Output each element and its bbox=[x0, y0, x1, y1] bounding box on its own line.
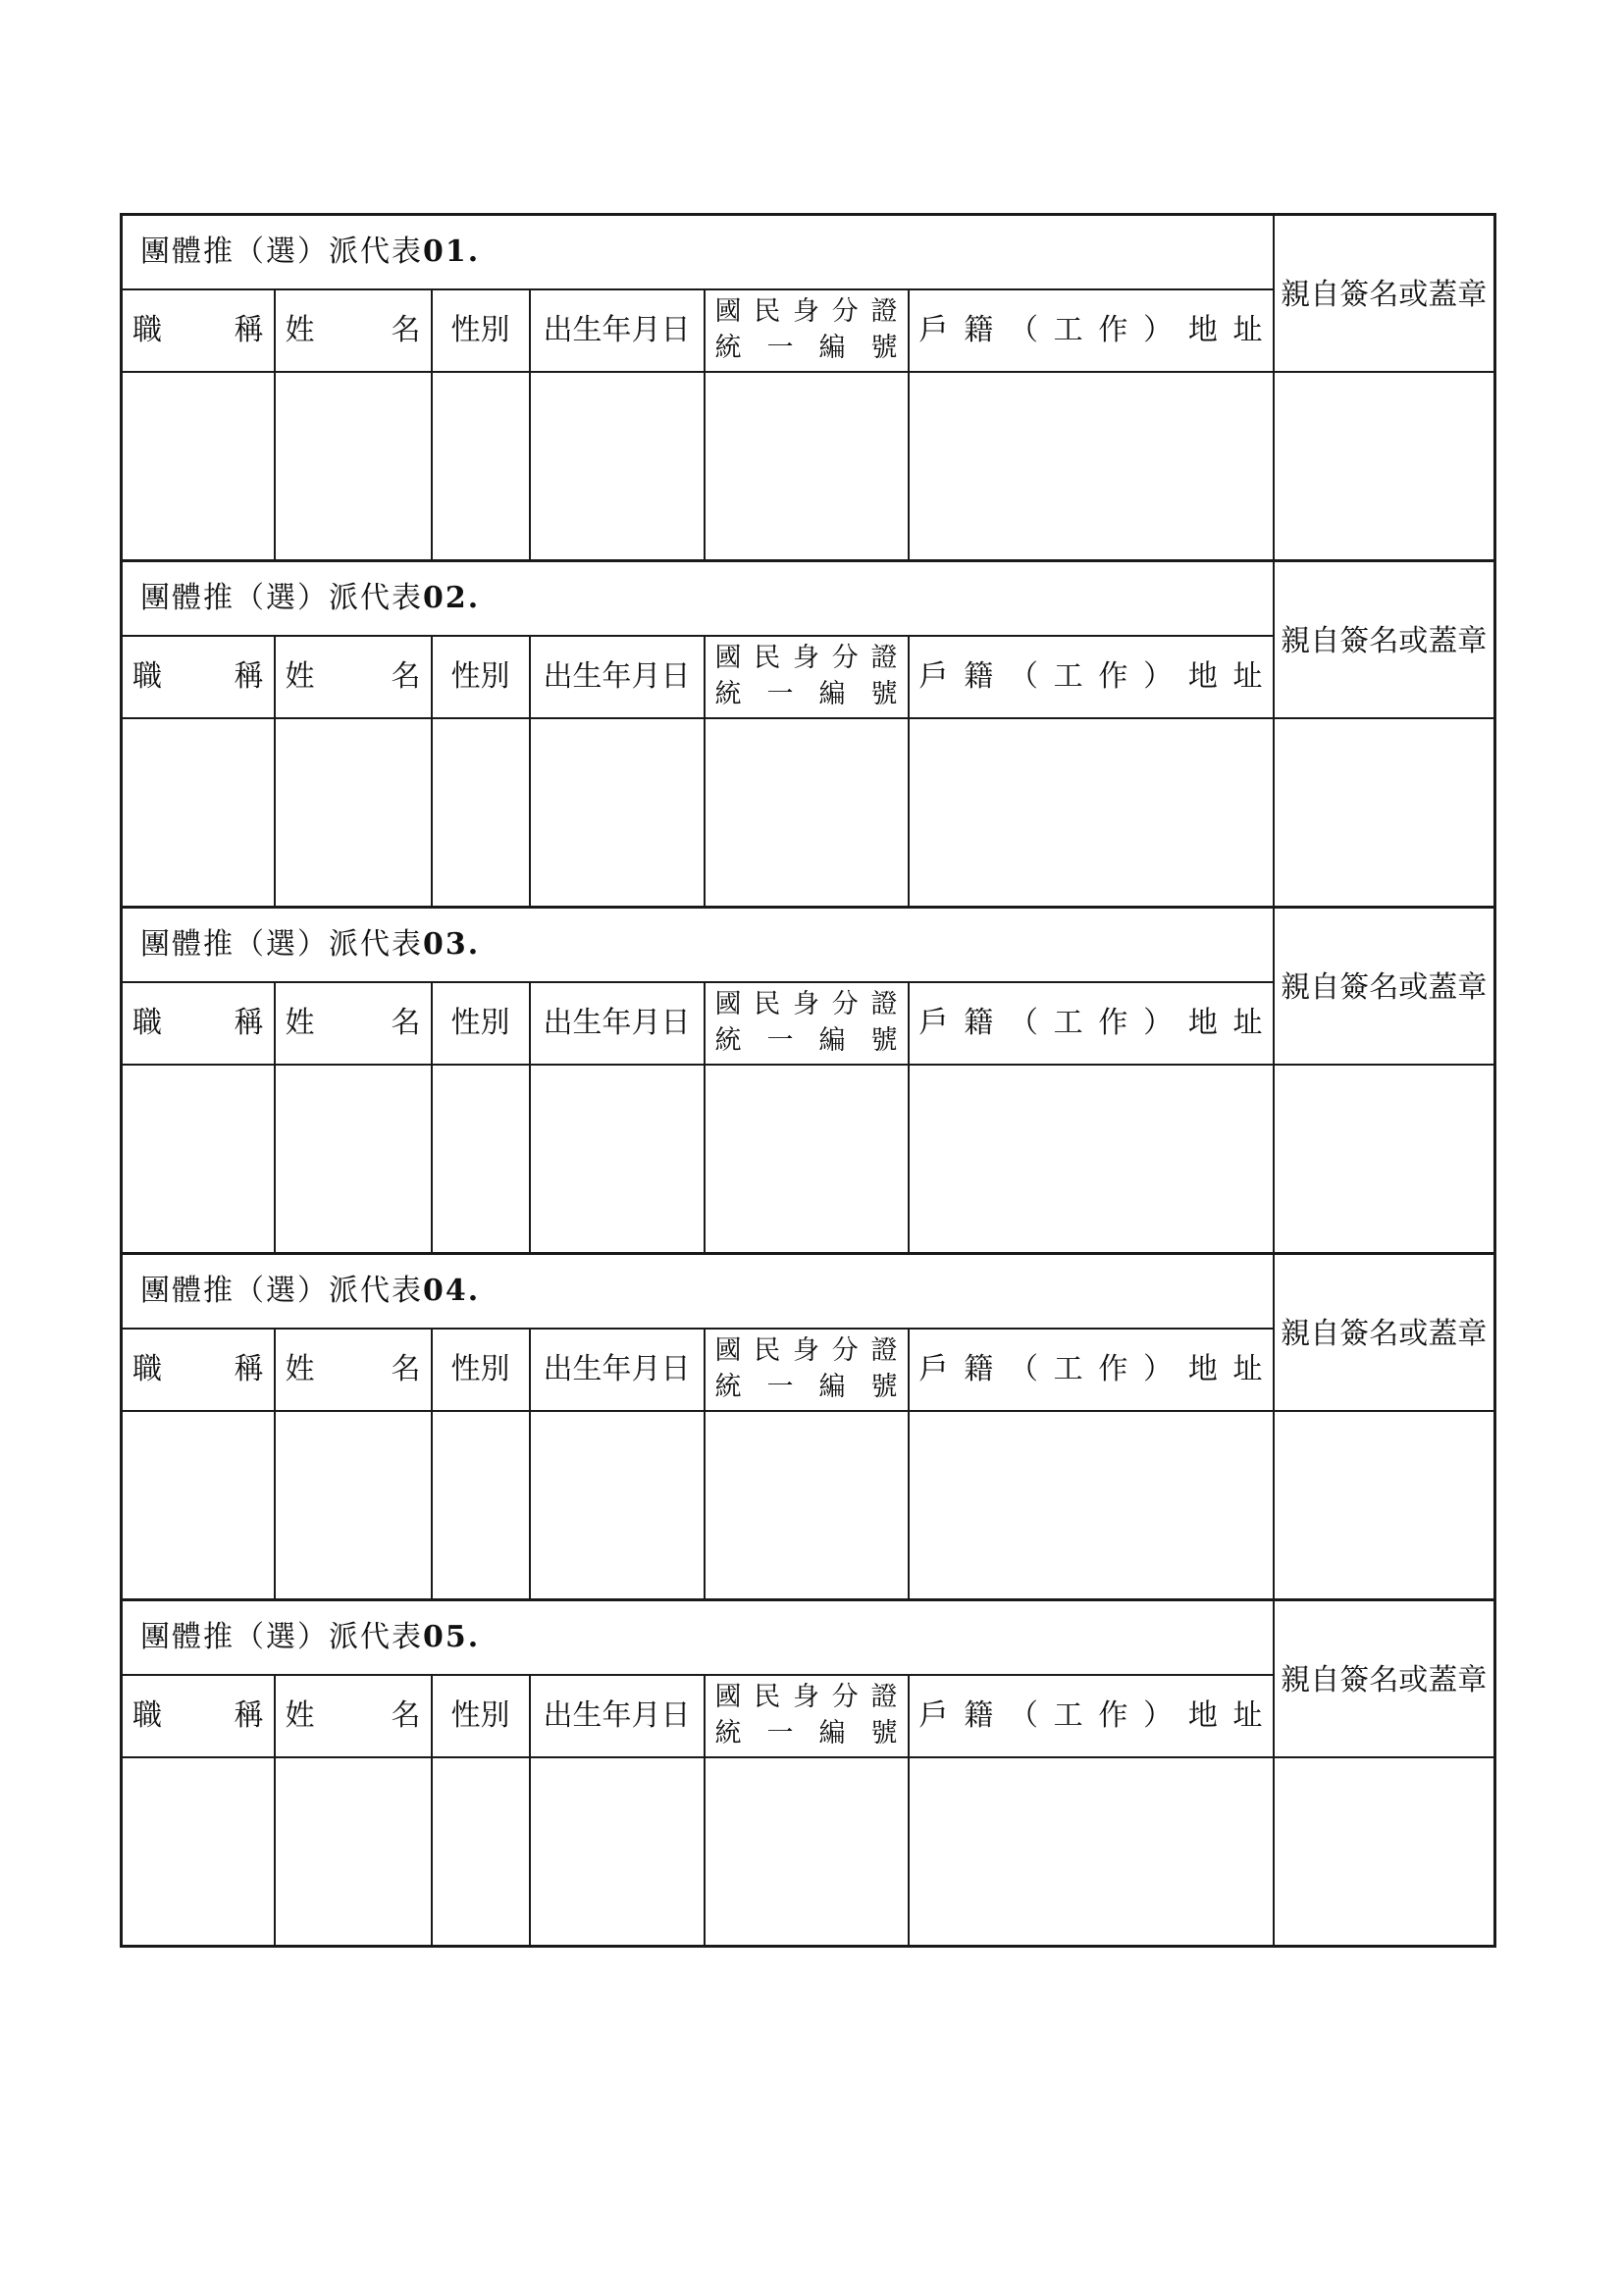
header-title-b: 稱 bbox=[234, 312, 264, 347]
input-signature[interactable] bbox=[1274, 1757, 1495, 1947]
input-gender[interactable] bbox=[432, 372, 530, 561]
header-address-char: 戶 bbox=[918, 1005, 949, 1040]
representative-block bbox=[120, 906, 1493, 1252]
header-address bbox=[909, 1329, 1274, 1411]
header-id-char: 身 bbox=[793, 296, 819, 328]
input-signature[interactable] bbox=[1274, 1065, 1495, 1254]
input-address[interactable] bbox=[909, 1065, 1274, 1254]
header-address-char: 戶 bbox=[918, 1351, 949, 1386]
header-id-char: 號 bbox=[870, 1024, 898, 1056]
header-id-char: 號 bbox=[870, 1717, 898, 1748]
representative-table bbox=[120, 906, 1496, 1255]
header-id bbox=[705, 1675, 909, 1757]
header-id-char: 分 bbox=[831, 643, 859, 674]
header-address bbox=[909, 636, 1274, 718]
input-gender[interactable] bbox=[432, 1411, 530, 1600]
input-name[interactable] bbox=[275, 1411, 432, 1600]
header-address-char: 作 bbox=[1098, 1005, 1128, 1040]
header-id-char: 民 bbox=[754, 1335, 781, 1367]
header-address bbox=[909, 1675, 1274, 1757]
header-address-char: （ bbox=[1008, 1351, 1038, 1386]
header-name-a: 姓 bbox=[285, 1351, 315, 1386]
header-id-char: 一 bbox=[766, 678, 794, 709]
header-name-b: 名 bbox=[391, 1697, 421, 1733]
input-id[interactable] bbox=[705, 1411, 909, 1600]
header-name bbox=[275, 289, 432, 372]
header-id-char: 分 bbox=[831, 1682, 859, 1713]
header-name-a: 姓 bbox=[285, 312, 315, 347]
header-title bbox=[122, 1675, 275, 1757]
header-id-char: 證 bbox=[870, 1682, 898, 1713]
signature-label: 親自簽名或蓋章 bbox=[1281, 1663, 1488, 1697]
header-id-line2 bbox=[715, 1370, 898, 1405]
header-gender bbox=[432, 289, 530, 372]
header-name-b: 名 bbox=[391, 658, 421, 694]
header-gender-label: 性別 bbox=[450, 312, 510, 347]
header-name-b: 名 bbox=[391, 312, 421, 347]
header-address-char: 籍 bbox=[964, 658, 994, 694]
header-id-char: 號 bbox=[870, 1371, 898, 1402]
header-id-char: 民 bbox=[754, 1682, 781, 1713]
input-title[interactable] bbox=[122, 1411, 275, 1600]
block-title-prefix: 團體推（選）派代表 bbox=[140, 1620, 423, 1654]
header-id-char: 國 bbox=[714, 1682, 742, 1713]
header-birth-label: 出生年月日 bbox=[543, 1351, 691, 1386]
header-birth-label: 出生年月日 bbox=[543, 1697, 691, 1733]
header-address-char: 工 bbox=[1053, 1005, 1083, 1040]
header-id-char: 國 bbox=[714, 989, 742, 1020]
input-name[interactable] bbox=[275, 372, 432, 561]
header-id-char: 一 bbox=[766, 1371, 794, 1402]
header-address-char: 籍 bbox=[964, 1351, 994, 1386]
header-id-line1 bbox=[715, 641, 898, 676]
header-address-char: ） bbox=[1143, 658, 1174, 694]
input-birth[interactable] bbox=[530, 372, 705, 561]
header-address-char: 籍 bbox=[964, 1697, 994, 1733]
header-address-label bbox=[919, 1005, 1263, 1042]
header-gender bbox=[432, 1675, 530, 1757]
block-number: 04. bbox=[423, 1274, 481, 1308]
header-address-char: （ bbox=[1008, 658, 1038, 694]
header-name-b: 名 bbox=[391, 1351, 421, 1386]
block-title-prefix: 團體推（選）派代表 bbox=[140, 1274, 423, 1308]
input-gender[interactable] bbox=[432, 718, 530, 908]
input-address[interactable] bbox=[909, 1411, 1274, 1600]
header-id-char: 編 bbox=[818, 1024, 846, 1056]
header-address-char: 址 bbox=[1232, 1351, 1263, 1386]
header-name-b: 名 bbox=[391, 1005, 421, 1040]
header-birth bbox=[530, 636, 705, 718]
header-id-char: 身 bbox=[793, 989, 819, 1020]
header-id-char: 分 bbox=[831, 989, 859, 1020]
header-id-char: 編 bbox=[818, 332, 846, 363]
block-title bbox=[122, 215, 1274, 289]
header-id-char: 國 bbox=[714, 1335, 742, 1367]
header-address-char: 戶 bbox=[918, 658, 949, 694]
header-title-b: 稱 bbox=[234, 1005, 264, 1040]
input-birth[interactable] bbox=[530, 1411, 705, 1600]
input-birth[interactable] bbox=[530, 1065, 705, 1254]
input-title[interactable] bbox=[122, 372, 275, 561]
header-address-char: ） bbox=[1143, 312, 1174, 347]
signature-header bbox=[1274, 1600, 1495, 1757]
header-title-a: 職 bbox=[132, 658, 162, 694]
header-birth bbox=[530, 289, 705, 372]
header-id bbox=[705, 289, 909, 372]
input-address[interactable] bbox=[909, 372, 1274, 561]
header-title-a: 職 bbox=[132, 1005, 162, 1040]
header-birth-label: 出生年月日 bbox=[543, 1005, 691, 1040]
header-address-char: （ bbox=[1008, 1697, 1038, 1733]
block-title-prefix: 團體推（選）派代表 bbox=[140, 581, 423, 615]
header-gender-label: 性別 bbox=[450, 1005, 510, 1040]
header-address-char: （ bbox=[1008, 1005, 1038, 1040]
header-address-char: 工 bbox=[1053, 312, 1083, 347]
header-address-char: 地 bbox=[1187, 1351, 1218, 1386]
header-address-char: ） bbox=[1143, 1697, 1174, 1733]
header-id-char: 一 bbox=[766, 1717, 794, 1748]
header-address-char: 籍 bbox=[964, 312, 994, 347]
input-birth[interactable] bbox=[530, 718, 705, 908]
header-title-b: 稱 bbox=[234, 1697, 264, 1733]
input-id[interactable] bbox=[705, 718, 909, 908]
header-id-char: 證 bbox=[870, 1335, 898, 1367]
header-name bbox=[275, 982, 432, 1065]
header-id bbox=[705, 982, 909, 1065]
header-id-line1 bbox=[715, 294, 898, 330]
header-name-a: 姓 bbox=[285, 1697, 315, 1733]
block-title bbox=[122, 561, 1274, 636]
header-address-char: 工 bbox=[1053, 1697, 1083, 1733]
header-address-char: 作 bbox=[1098, 1351, 1128, 1386]
representative-table bbox=[120, 1252, 1496, 1601]
header-id-char: 民 bbox=[754, 296, 781, 328]
input-id[interactable] bbox=[705, 1065, 909, 1254]
header-address-char: 工 bbox=[1053, 1351, 1083, 1386]
representative-block bbox=[120, 1598, 1493, 1945]
header-id-char: 國 bbox=[714, 296, 742, 328]
header-id-line2 bbox=[715, 1023, 898, 1059]
header-id-char: 證 bbox=[870, 989, 898, 1020]
input-birth[interactable] bbox=[530, 1757, 705, 1947]
signature-header bbox=[1274, 561, 1495, 718]
header-id-char: 號 bbox=[870, 678, 898, 709]
header-id-char: 分 bbox=[831, 296, 859, 328]
header-id-char: 民 bbox=[754, 989, 781, 1020]
representative-block bbox=[120, 1252, 1493, 1598]
representative-block bbox=[120, 213, 1493, 559]
block-title bbox=[122, 1254, 1274, 1329]
representative-table bbox=[120, 559, 1496, 909]
input-address[interactable] bbox=[909, 1757, 1274, 1947]
header-gender bbox=[432, 1329, 530, 1411]
signature-header bbox=[1274, 215, 1495, 372]
block-title-prefix: 團體推（選）派代表 bbox=[140, 235, 423, 269]
header-id-char: 證 bbox=[870, 643, 898, 674]
header-address-char: ） bbox=[1143, 1351, 1174, 1386]
header-id-char: 統 bbox=[714, 332, 742, 363]
input-name[interactable] bbox=[275, 1065, 432, 1254]
header-id-char: 編 bbox=[818, 678, 846, 709]
header-address-label bbox=[919, 312, 1263, 349]
input-signature[interactable] bbox=[1274, 718, 1495, 908]
header-id-char: 分 bbox=[831, 1335, 859, 1367]
header-address-char: 地 bbox=[1187, 1005, 1218, 1040]
header-id-char: 身 bbox=[793, 1335, 819, 1367]
input-address[interactable] bbox=[909, 718, 1274, 908]
header-id-char: 一 bbox=[766, 332, 794, 363]
header-id-char: 統 bbox=[714, 1717, 742, 1748]
signature-label: 親自簽名或蓋章 bbox=[1281, 1317, 1488, 1351]
header-title bbox=[122, 1329, 275, 1411]
header-title-a: 職 bbox=[132, 1351, 162, 1386]
header-address-char: 作 bbox=[1098, 658, 1128, 694]
header-address-char: 址 bbox=[1232, 1697, 1263, 1733]
block-number: 03. bbox=[423, 927, 481, 962]
input-title[interactable] bbox=[122, 1065, 275, 1254]
header-id-char: 編 bbox=[818, 1371, 846, 1402]
header-address-char: 工 bbox=[1053, 658, 1083, 694]
input-name[interactable] bbox=[275, 1757, 432, 1947]
header-address bbox=[909, 289, 1274, 372]
representative-table bbox=[120, 1598, 1496, 1948]
header-address-char: 戶 bbox=[918, 312, 949, 347]
header-id-line2 bbox=[715, 1716, 898, 1751]
header-address-char: （ bbox=[1008, 312, 1038, 347]
header-gender bbox=[432, 636, 530, 718]
representative-forms bbox=[120, 213, 1493, 1945]
header-address-char: 址 bbox=[1232, 312, 1263, 347]
header-title bbox=[122, 636, 275, 718]
header-name bbox=[275, 1675, 432, 1757]
header-title bbox=[122, 982, 275, 1065]
header-address-char: 戶 bbox=[918, 1697, 949, 1733]
header-title-a: 職 bbox=[132, 1697, 162, 1733]
header-id bbox=[705, 1329, 909, 1411]
header-address bbox=[909, 982, 1274, 1065]
block-title bbox=[122, 1600, 1274, 1675]
header-address-label bbox=[919, 658, 1263, 696]
input-name[interactable] bbox=[275, 718, 432, 908]
header-name-a: 姓 bbox=[285, 658, 315, 694]
header-id-line2 bbox=[715, 331, 898, 366]
signature-label: 親自簽名或蓋章 bbox=[1281, 624, 1488, 658]
header-birth bbox=[530, 1675, 705, 1757]
input-title[interactable] bbox=[122, 718, 275, 908]
header-gender-label: 性別 bbox=[450, 658, 510, 694]
header-address-char: 籍 bbox=[964, 1005, 994, 1040]
header-birth-label: 出生年月日 bbox=[543, 658, 691, 694]
header-address-char: 地 bbox=[1187, 658, 1218, 694]
header-address-char: 作 bbox=[1098, 312, 1128, 347]
header-birth bbox=[530, 982, 705, 1065]
input-gender[interactable] bbox=[432, 1065, 530, 1254]
signature-label: 親自簽名或蓋章 bbox=[1281, 970, 1488, 1005]
header-title bbox=[122, 289, 275, 372]
header-birth bbox=[530, 1329, 705, 1411]
header-id-line1 bbox=[715, 1333, 898, 1369]
header-id-char: 一 bbox=[766, 1024, 794, 1056]
header-id-char: 統 bbox=[714, 1371, 742, 1402]
header-gender-label: 性別 bbox=[450, 1697, 510, 1733]
header-name-a: 姓 bbox=[285, 1005, 315, 1040]
input-id[interactable] bbox=[705, 1757, 909, 1947]
header-id-char: 民 bbox=[754, 643, 781, 674]
block-number: 01. bbox=[423, 235, 481, 269]
header-birth-label: 出生年月日 bbox=[543, 312, 691, 347]
header-title-a: 職 bbox=[132, 312, 162, 347]
header-address-label bbox=[919, 1351, 1263, 1388]
header-name bbox=[275, 1329, 432, 1411]
header-name bbox=[275, 636, 432, 718]
header-id-char: 身 bbox=[793, 1682, 819, 1713]
block-title-prefix: 團體推（選）派代表 bbox=[140, 927, 423, 962]
header-id-char: 號 bbox=[870, 332, 898, 363]
header-id-char: 身 bbox=[793, 643, 819, 674]
header-id-line1 bbox=[715, 987, 898, 1022]
header-address-label bbox=[919, 1697, 1263, 1735]
block-number: 02. bbox=[423, 581, 481, 615]
header-id-char: 統 bbox=[714, 1024, 742, 1056]
header-title-b: 稱 bbox=[234, 658, 264, 694]
block-number: 05. bbox=[423, 1620, 481, 1654]
header-id-char: 編 bbox=[818, 1717, 846, 1748]
header-id-line2 bbox=[715, 677, 898, 712]
header-address-char: 作 bbox=[1098, 1697, 1128, 1733]
input-id[interactable] bbox=[705, 372, 909, 561]
header-title-b: 稱 bbox=[234, 1351, 264, 1386]
header-address-char: 地 bbox=[1187, 1697, 1218, 1733]
header-id-line1 bbox=[715, 1680, 898, 1715]
representative-block bbox=[120, 559, 1493, 906]
header-id-char: 證 bbox=[870, 296, 898, 328]
header-gender-label: 性別 bbox=[450, 1351, 510, 1386]
header-address-char: 地 bbox=[1187, 312, 1218, 347]
header-id bbox=[705, 636, 909, 718]
header-id-char: 國 bbox=[714, 643, 742, 674]
header-address-char: 址 bbox=[1232, 658, 1263, 694]
input-title[interactable] bbox=[122, 1757, 275, 1947]
header-address-char: 址 bbox=[1232, 1005, 1263, 1040]
input-gender[interactable] bbox=[432, 1757, 530, 1947]
signature-header bbox=[1274, 1254, 1495, 1411]
header-gender bbox=[432, 982, 530, 1065]
input-signature[interactable] bbox=[1274, 372, 1495, 561]
signature-label: 親自簽名或蓋章 bbox=[1281, 278, 1488, 312]
signature-header bbox=[1274, 908, 1495, 1065]
block-title bbox=[122, 908, 1274, 982]
representative-table bbox=[120, 213, 1496, 562]
header-address-char: ） bbox=[1143, 1005, 1174, 1040]
input-signature[interactable] bbox=[1274, 1411, 1495, 1600]
header-id-char: 統 bbox=[714, 678, 742, 709]
